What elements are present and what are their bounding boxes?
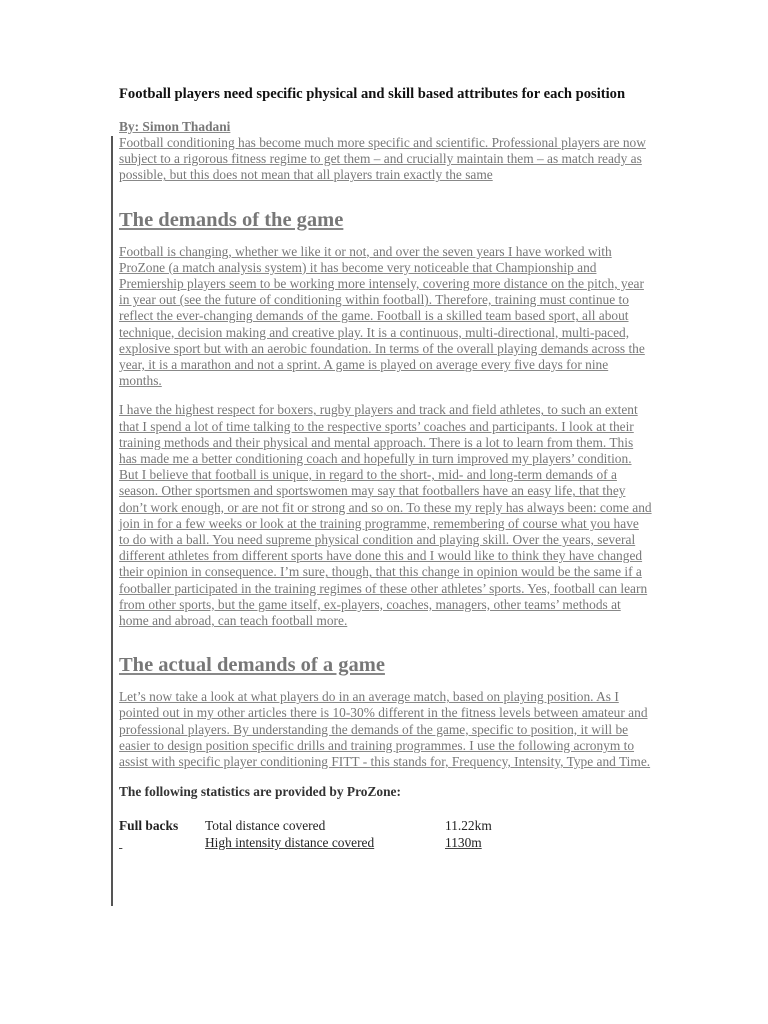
section1-paragraph-1: Football is changing, whether we like it or not, and over the seven years I have worked with ProZone (a match analysis system) it has become very noticeable that Championship and Premiership players seem to be working more intensely, covering more distance on the pitch, year in year out (see the future of conditioning within football). Therefore, training must continue to reflect the ever-changing demands of the game. Football is a skilled team based sport, all about technique, decision making and creative play. It is a continuous, multi-directional, multi-paced, explosive sport but with an aerobic foundation. In terms of the overall playing demands across the year, it is a marathon and not a sprint. A game is played on average every five days for nine months. [119, 243, 645, 389]
stats-value: 11.22km [445, 818, 492, 834]
section-heading-actual-demands: The actual demands of a game [119, 654, 385, 677]
stats-heading: The following statistics are provided by ProZone: [119, 784, 401, 800]
article-intro: Football conditioning has become much more specific and scientific. Professional players are now subject to a rigorous fitness regime to get them – and crucially maintain them – as match ready as possible, but this does not mean that all players train exactly the same [119, 135, 646, 183]
stats-row [119, 835, 652, 852]
section-heading-demands: The demands of the game [119, 208, 344, 231]
stats-label: High intensity distance covered [205, 834, 375, 850]
article-title: Football players need specific physical and skill based attributes for each position [119, 86, 626, 102]
stats-value: 1130m [445, 834, 482, 850]
revision-change-bar [111, 136, 113, 906]
article-body [119, 85, 652, 851]
stats-position [119, 835, 205, 852]
article-byline: By: Simon Thadani [119, 119, 231, 134]
section1-paragraph-2: I have the highest respect for boxers, rugby players and track and field athletes, to such an extent that I spend a lot of time talking to the respective sports’ coaches and participants. I look at their training methods and their physical and mental approach. There is a lot to learn from them. This has made me a better conditioning coach and hopefully in turn improved my players’ condition. But I believe that football is unique, in regard to the short-, mid- and long-term demands of a season. Other sportsmen and sportswomen may say that footballers have an easy life, that they don’t work enough, or are not fit or strong and so on. To these my reply has always been: come and join in for a few weeks or look at the training programme, remembering of course what you have to do with a ball. You need supreme physical condition and playing skill. Over the years, several different athletes from different sports have done this and I would like to think they have changed their opinion in consequence. I’m sure, though, that this change in opinion would be the same if a footballer participated in the training regimes of these other athletes’ sports. Yes, football can learn from other sports, but the game itself, ex-players, coaches, managers, other teams’ methods at home and abroad, can teach football more. [119, 402, 652, 629]
stats-row [119, 818, 652, 835]
stats-position: Full backs [119, 818, 179, 834]
section2-paragraph-1: Let’s now take a look at what players do in an average match, based on playing position. As I pointed out in my other articles there is 10-30% different in the fitness levels between amateur and professional players. By understanding the demands of the game, specific to position, it will be easier to design position specific drills and training programmes. I use the following acronym to assist with specific player conditioning FITT - this stands for, Frequency, Intensity, Type and Time. [119, 689, 651, 770]
stats-label: Total distance covered [205, 818, 326, 834]
